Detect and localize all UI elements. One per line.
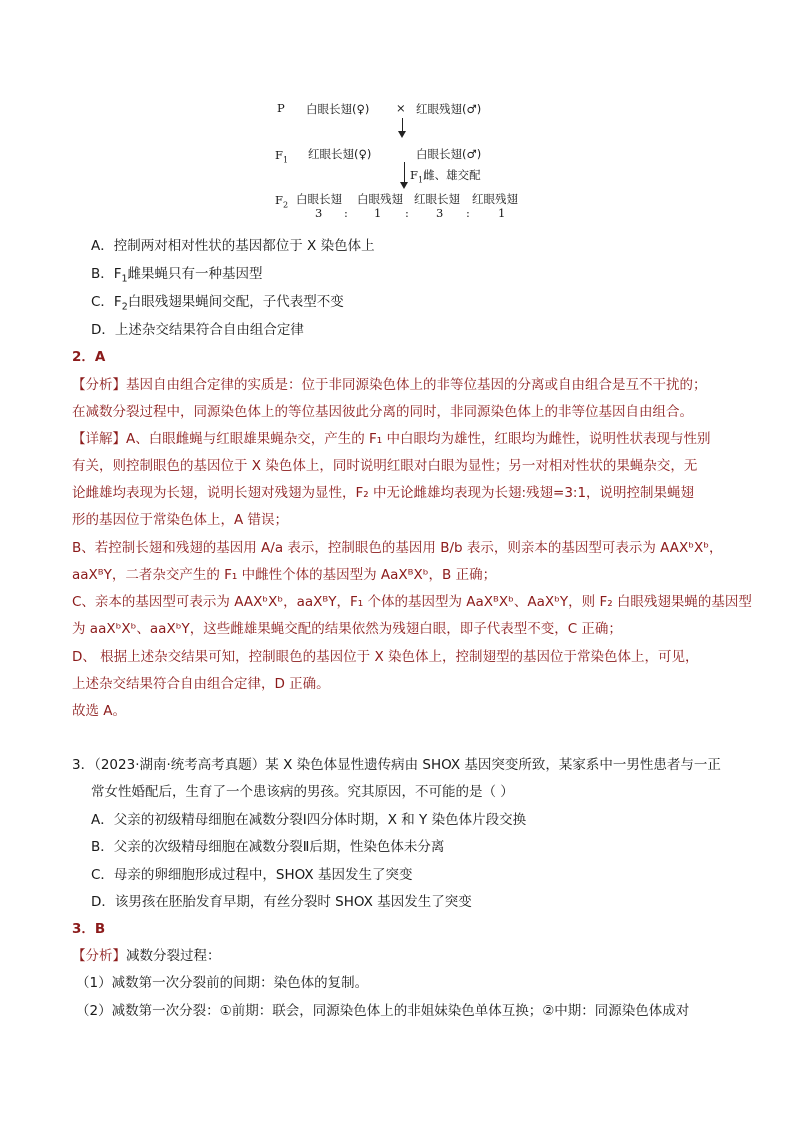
diagram-ratio: : [405,206,409,220]
diagram-f2-type: 红眼残翅 [472,192,518,206]
q2-answer: 2．A [72,349,106,365]
q3-option-a: A．父亲的初级精母细胞在减数分裂Ⅰ四分体时期，X 和 Y 染色体片段交换 [91,812,527,828]
q2-detail-line7: C、亲本的基因型可表示为 AAXᵇXᵇ，aaXᴮY，F₁ 个体的基因型为 AaXᴮXᵇ、AaXᵇY，则 F₂ 白眼残翅果蝇的基因型 [72,594,752,610]
diagram-f2-label: $F_2$ [275,193,289,210]
q2-detail-line5: B、若控制长翅和残翅的基因用 A/a 表示，控制眼色的基因用 B/b 表示，则亲本的基因型可表示为 AAXᵇXᵇ， [72,540,723,556]
q2-option-c: C．$F_2$白眼残翅果蝇间交配，子代表型不变 [91,294,344,313]
diagram-ratio: 1 [498,206,506,220]
diagram-ratio: 3 [315,206,323,220]
diagram-p-label: P [277,101,285,115]
q2-detail-line11: 故选 A。 [72,703,127,719]
q2-option-a: A．控制两对相对性状的基因都位于 X 染色体上 [91,238,375,254]
q3-option-b: B．父亲的次级精母细胞在减数分裂Ⅱ后期，性染色体未分离 [91,839,445,855]
q3-option-c: C．母亲的卵细胞形成过程中，SHOX 基因发生了突变 [91,867,413,883]
q2-detail-line3: 论雌雄均表现为长翅，说明长翅对残翅为显性，F₂ 中无论雌雄均表现为长翅:残翅=3:1，说明控制果蝇翅 [72,485,695,501]
q3-answer: 3．B [72,921,106,937]
diagram-ratio: : [466,206,470,220]
q2-detail-line6: aaXᴮY，二者杂交产生的 F₁ 中雌性个体的基因型为 AaXᴮXᵇ，B 正确； [72,567,497,583]
q3-analysis-point1: （1）减数第一次分裂前的间期：染色体的复制。 [76,975,369,991]
q2-detail-line2: 有关，则控制眼色的基因位于 X 染色体上，同时说明红眼对白眼为显性；另一对相对性状的果蝇杂交，无 [72,458,698,474]
diagram-arrowhead-f1-f2 [400,182,408,189]
diagram-f1-mating: $F_1$雌、雄交配 [410,168,481,185]
q2-option-d: D．上述杂交结果符合自由组合定律 [91,322,304,338]
diagram-ratio: : [344,206,348,220]
q2-option-b: B．$F_1$雌果蝇只有一种基因型 [91,266,263,285]
q3-stem-line1: 3．（2023·湖南·统考高考真题）某 X 染色体显性遗传病由 SHOX 基因突变所致，某家系中一男性患者与一正 [72,757,721,773]
q3-analysis-line: 【分析】减数分裂过程： [72,948,221,964]
q2-detail-line8: 为 aaXᵇXᵇ、aaXᵇY，这些雌雄果蝇交配的结果依然为残翅白眼，即子代表型不变，C 正确； [72,621,622,637]
diagram-ratio: 1 [374,206,382,220]
q2-detail-line1: 【详解】A、白眼雌蝇与红眼雄果蝇杂交，产生的 F₁ 中白眼均为雄性，红眼均为雌性，说明性状表现与性别 [72,431,711,447]
diagram-ratio: 3 [436,206,444,220]
q2-detail-line4: 形的基因位于常染色体上，A 错误； [72,512,289,528]
q2-detail-line10: 上述杂交结果符合自由组合定律，D 正确。 [72,676,330,692]
diagram-arrow-f1-f2 [404,162,405,184]
detail-tag: 【详解】 [72,431,126,447]
diagram-f2-type: 红眼长翅 [414,192,460,206]
diagram-arrowhead-p-f1 [398,131,406,138]
q2-detail-line9: D、 根据上述杂交结果可知，控制眼色的基因位于 X 染色体上，控制翅型的基因位于常染色体上，可见， [72,649,699,665]
diagram-cross-sign: × [396,101,406,115]
diagram-p-male: 红眼残翅(♂) [416,102,482,116]
analysis-tag: 【分析】 [72,377,126,393]
diagram-f1-label: $F_1$ [275,148,289,165]
diagram-f1-male: 白眼长翅(♂) [416,147,482,161]
diagram-f1-female: 红眼长翅(♀) [308,147,372,161]
q3-stem-line2: 常女性婚配后，生育了一个患该病的男孩。究其原因，不可能的是（ ） [91,784,514,800]
q3-analysis-point2: （2）减数第一次分裂：①前期：联会，同源染色体上的非姐妹染色单体互换；②中期：同源染色体成对 [76,1003,690,1019]
analysis-tag: 【分析】 [72,948,126,964]
diagram-f2-type: 白眼长翅 [296,192,342,206]
q2-analysis-line1: 【分析】基因自由组合定律的实质是：位于非同源染色体上的非等位基因的分离或自由组合是互不干扰的； [72,377,707,393]
diagram-p-female: 白眼长翅(♀) [306,102,370,116]
q2-analysis-line2: 在减数分裂过程中，同源染色体上的等位基因彼此分离的同时，非同源染色体上的非等位基因自由组合。 [72,404,693,420]
diagram-f2-type: 白眼残翅 [357,192,403,206]
q3-option-d: D．该男孩在胚胎发育早期，有丝分裂时 SHOX 基因发生了突变 [91,894,472,910]
